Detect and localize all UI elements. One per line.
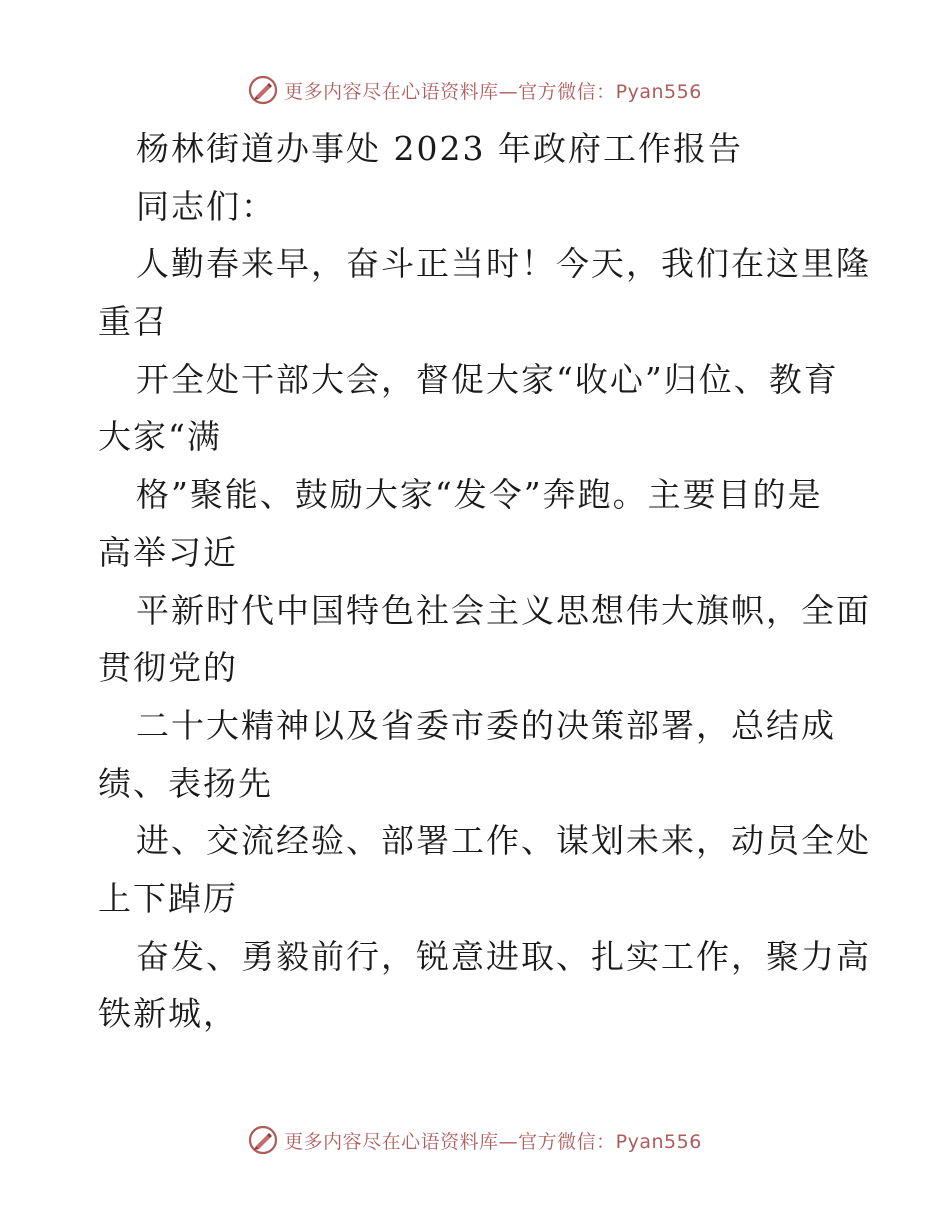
watermark-footer-text: 更多内容尽在心语资料库—官方微信：Pyan556 xyxy=(284,1130,702,1153)
watermark-footer-inner xyxy=(248,1125,702,1155)
watermark-header-text: 更多内容尽在心语资料库—官方微信：Pyan556 xyxy=(284,80,702,103)
paragraph-line: 上下踔厉 xyxy=(98,878,238,918)
paragraph-line: 大家“满 xyxy=(98,417,222,457)
paragraph-line: 进、交流经验、部署工作、谋划未来，动员全处 xyxy=(136,821,871,861)
watermark-header-inner xyxy=(248,75,702,105)
paragraph-line: 开全处干部大会，督促大家“收心”归位、教育 xyxy=(136,359,839,399)
salutation: 同志们： xyxy=(136,186,276,226)
paragraph-line: 二十大精神以及省委市委的决策部署，总结成 xyxy=(136,705,836,745)
paragraph-line: 贯彻党的 xyxy=(98,648,238,688)
paragraph-line: 铁新城， xyxy=(98,994,238,1034)
paragraph-line: 格”聚能、鼓励大家“发令”奔跑。主要目的是 xyxy=(136,475,823,515)
paragraph-line: 平新时代中国特色社会主义思想伟大旗帜，全面 xyxy=(136,590,871,630)
watermark-footer xyxy=(0,1120,950,1160)
pen-logo-icon xyxy=(248,75,278,105)
document-body xyxy=(98,120,871,1043)
paragraph-line: 奋发、勇毅前行，锐意进取、扎实工作，聚力高 xyxy=(136,936,871,976)
paragraph-line: 绩、表扬先 xyxy=(98,763,273,803)
pen-logo-icon xyxy=(248,1125,278,1155)
watermark-header xyxy=(0,70,950,110)
paragraph-line: 人勤春来早，奋斗正当时！今天，我们在这里隆 xyxy=(136,244,871,284)
document-title: 杨林街道办事处 2023 年政府工作报告 xyxy=(136,129,743,168)
paragraph-line: 重召 xyxy=(98,302,168,342)
paragraph-line: 高举习近 xyxy=(98,532,238,572)
